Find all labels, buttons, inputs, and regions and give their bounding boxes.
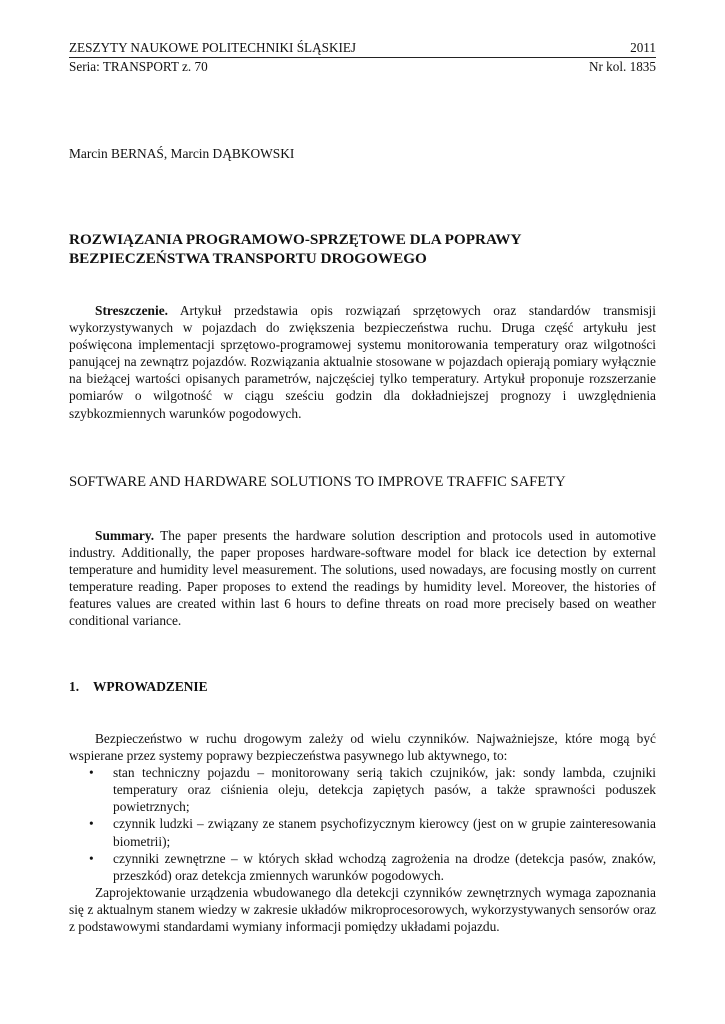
issue-number: Nr kol. 1835 [588, 59, 656, 74]
title-pl-line-2: BEZPIECZEŃSTWA TRANSPORTU DROGOWEGO [69, 250, 427, 267]
list-item: • czynnik ludzki – związany ze stanem psychofizycznym kierowcy (jest on w grupie zainteresowania biometrii); [89, 816, 656, 849]
title-pl-line-1: ROZWIĄZANIA PROGRAMOWO-SPRZĘTOWE DLA POPRAWY [69, 231, 522, 248]
section-body [69, 730, 656, 935]
journal-year: 2011 [630, 40, 656, 55]
list-item: • stan techniczny pojazdu – monitorowany serią takich czujników, jak: sondy lambda, czujniki temperatury oraz ciśnienia oleju, detekcja zapiętych pasów, a także sprawności poduszek powietrznych; [89, 765, 656, 815]
journal-header [69, 40, 656, 58]
section-title: WPROWADZENIE [93, 679, 208, 694]
abstract-en-text: The paper presents the hardware solution description and protocols used in automotive industry. Additionally, the paper proposes hardware-software model for black ice detection by external temperature and humidity level measurement. The solutions, used nowadays, are focusing mostly on current temperature reading. Paper proposes to extend the readings by humidity level. Moreover, the histories of features values are created within last 6 hours to define threats on road more precisely based on weather conditional variance. [69, 528, 656, 629]
intro-paragraph: Bezpieczeństwo w ruchu drogowym zależy od wielu czynników. Najważniejsze, które mogą być wspierane przez systemy poprawy bezpieczeństwa pasywnego lub aktywnego, to: [69, 731, 656, 764]
abstract-en-lead: Summary. [95, 528, 155, 543]
abstract-pl [69, 302, 656, 422]
abstract-en [69, 527, 656, 630]
bullet-icon: • [89, 850, 94, 866]
abstract-pl-text: Artykuł przedstawia opis rozwiązań sprzętowych oraz standardów transmisji wykorzystywanych w pojazdach do zwiększenia bezpieczeństwa ruchu. Druga część artykułu jest poświęcona implementacji sprzętowo-programowej systemu monitorowania temperatury oraz wilgotności panującej na zewnątrz pojazdów. Rozwiązania aktualnie stosowane w pojazdach opierają pomiary wyłącznie na bieżącej wartości opisanych parametrów, najczęściej tylko temperatury. Artykuł proponuje rozszerzanie pomiarów o wilgotność w ciągu sześciu godzin dla dokładniejszej prognozy i uwzględnienia szybkozmiennych warunków pogodowych. [69, 303, 656, 421]
journal-name: ZESZYTY NAUKOWE POLITECHNIKI ŚLĄSKIEJ [69, 40, 357, 55]
title-pl [69, 230, 656, 268]
list-item: • czynniki zewnętrzne – w których skład wchodzą zagrożenia na drodze (detekcja pasów, znaków, przeszkód) oraz detekcja zmiennych warunków pogodowych. [89, 850, 656, 883]
authors: Marcin BERNAŚ, Marcin DĄBKOWSKI [69, 146, 295, 161]
title-en: SOFTWARE AND HARDWARE SOLUTIONS TO IMPROVE TRAFFIC SAFETY [69, 474, 566, 490]
bullet-icon: • [89, 765, 94, 781]
section-number: 1. [69, 679, 80, 694]
series-header [69, 59, 656, 75]
factor-list [69, 764, 656, 884]
section-heading [69, 679, 208, 695]
series-name: Seria: TRANSPORT z. 70 [69, 59, 208, 74]
bullet-icon: • [89, 816, 94, 832]
closing-paragraph: Zaprojektowanie urządzenia wbudowanego dla detekcji czynników zewnętrznych wymaga zapoznania się z aktualnym stanem wiedzy w zakresie układów mikroprocesorowych, wykorzystywanych sensorów oraz z podstawowymi standardami wymiany informacji pomiędzy układami pojazdu. [69, 884, 656, 935]
abstract-pl-lead: Streszczenie. [95, 303, 168, 318]
